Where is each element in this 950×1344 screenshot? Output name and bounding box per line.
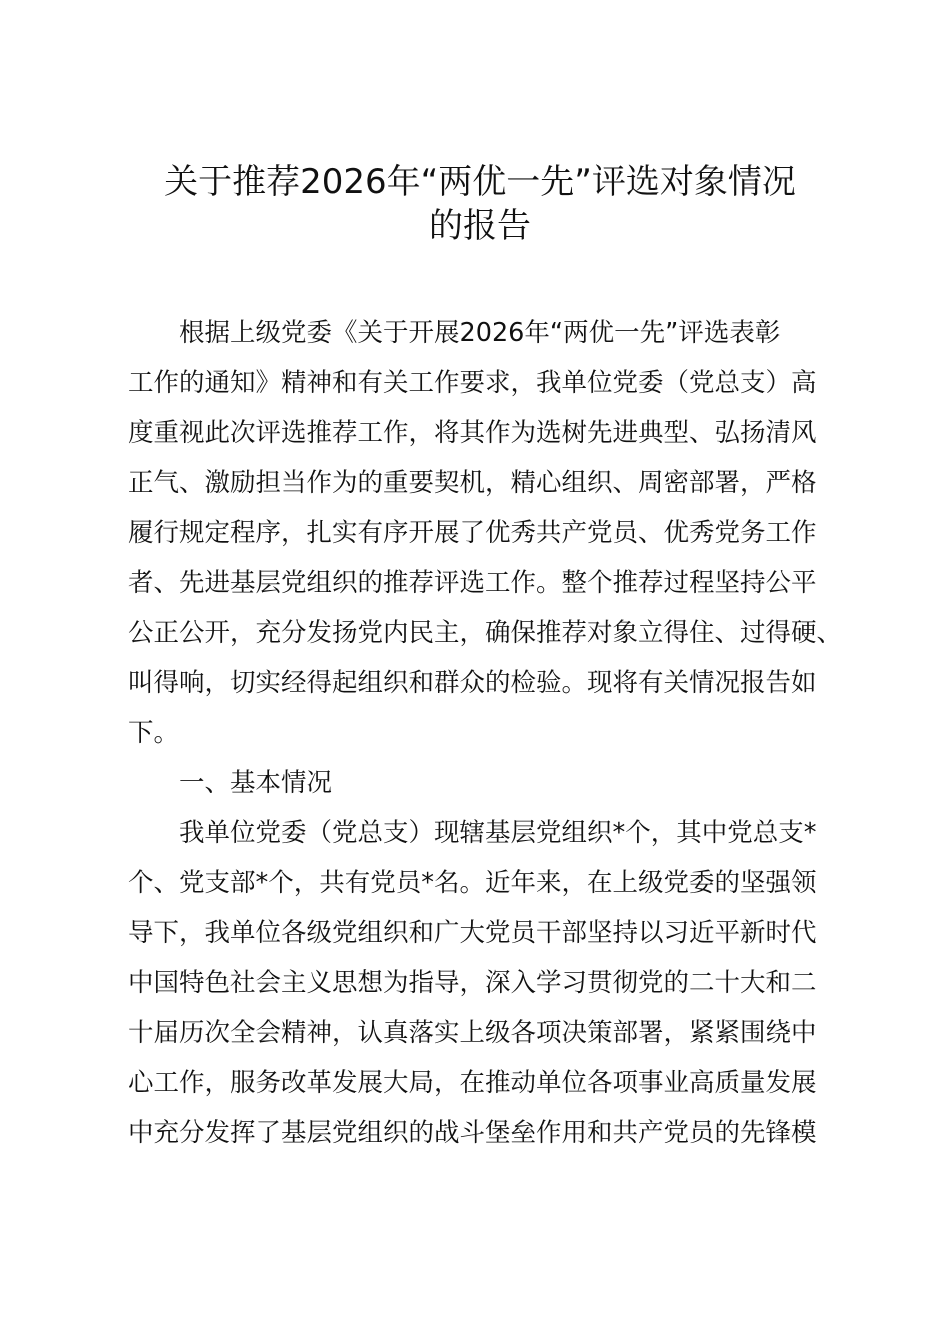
body-line: 工作的通知》精神和有关工作要求，我单位党委（党总支）高: [128, 368, 817, 398]
body-line: 我单位党委（党总支）现辖基层党组织*个，其中党总支*: [179, 818, 817, 848]
body-line: 根据上级党委《关于开展2026年“两优一先”评选表彰: [179, 318, 781, 348]
document-title: [100, 160, 860, 248]
document-body: [128, 308, 848, 1158]
body-line: 公正公开，充分发扬党内民主，确保推荐对象立得住、过得硬、: [128, 618, 843, 648]
title-line-2: 的报告: [429, 206, 531, 246]
body-line: 中充分发挥了基层党组织的战斗堡垒作用和共产党员的先锋模: [128, 1118, 817, 1148]
body-line: 叫得响，切实经得起组织和群众的检验。现将有关情况报告如: [128, 668, 817, 698]
body-line: 下。: [128, 718, 180, 748]
body-line: 者、先进基层党组织的推荐评选工作。整个推荐过程坚持公平: [128, 568, 817, 598]
title-line-1: 关于推荐2026年“两优一先”评选对象情况: [164, 162, 796, 202]
body-line: 个、党支部*个，共有党员*名。近年来，在上级党委的坚强领: [128, 868, 817, 898]
body-line: 履行规定程序，扎实有序开展了优秀共产党员、优秀党务工作: [128, 518, 817, 548]
body-line: 十届历次全会精神，认真落实上级各项决策部署，紧紧围绕中: [128, 1018, 817, 1048]
body-line: 正气、激励担当作为的重要契机，精心组织、周密部署，严格: [128, 468, 817, 498]
section-heading: 一、基本情况: [179, 768, 333, 798]
body-line: 导下，我单位各级党组织和广大党员干部坚持以习近平新时代: [128, 918, 817, 948]
body-line: 心工作，服务改革发展大局，在推动单位各项事业高质量发展: [128, 1068, 817, 1098]
body-line: 中国特色社会主义思想为指导，深入学习贯彻党的二十大和二: [128, 968, 817, 998]
body-line: 度重视此次评选推荐工作，将其作为选树先进典型、弘扬清风: [128, 418, 817, 448]
